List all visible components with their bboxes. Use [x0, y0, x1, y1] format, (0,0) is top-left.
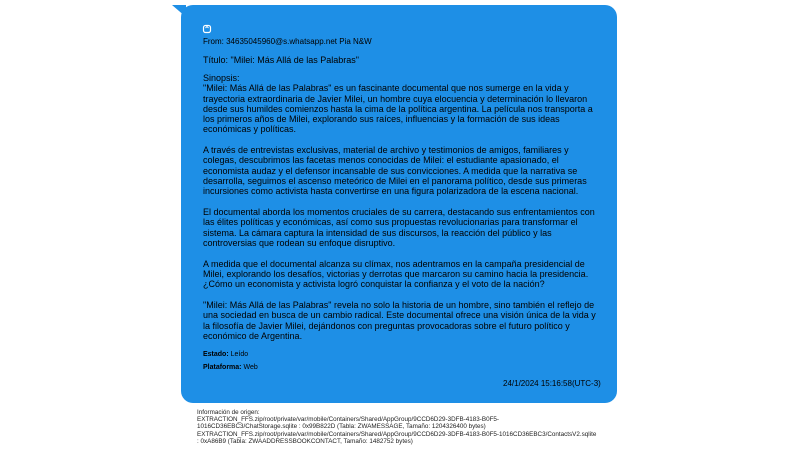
platform-row [203, 364, 258, 371]
source-info [197, 409, 596, 445]
synopsis-paragraph: "Milei: Más Allá de las Palabras" revela no solo la historia de un hombre, sino también el reflejo de una sociedad en busca de un cambio radical. Este documental ofrece una visión única de la vida y la filosofía de Javier Milei, dejándonos con preguntas provocadoras sobre el futuro político y económico de Argentina. [203, 299, 596, 341]
status-value: Leído [230, 351, 249, 358]
message-body [203, 73, 603, 351]
attachment-icon[interactable] [202, 24, 212, 34]
message-title: Título: "Milei: Más Allá de las Palabras" [203, 55, 359, 65]
status-key: Estado: [203, 351, 229, 358]
synopsis-paragraph: A medida que el documental alcanza su clímax, nos adentramos en la campaña presidencial de Milei, explorando los desafíos, victorias y derrotas que marcaron su camino hacia la presidencia. ¿Cómo un economista y activista logró conquistar la confianza y el voto de la nación? [203, 258, 589, 290]
source-line: : 0xA86B9 (Tabla: ZWAADDRESSBOOKCONTACT, Tamaño: 1482752 bytes) [197, 437, 413, 445]
source-header: Información de origen: [197, 409, 260, 416]
platform-value: Web [243, 364, 258, 371]
synopsis-paragraph: El documental aborda los momentos cruciales de su carrera, destacando sus enfrentamientos con las élites políticas y económicas, así como sus propuestas revolucionarias para transformar el sistema. La cámara captura la intensidad de sus discursos, la reacción del público y las controversias que rodean su enfoque disruptivo. [203, 207, 595, 248]
sender-line: From: 34635045960@s.whatsapp.net Pia N&W [203, 37, 372, 46]
message-timestamp: 24/1/2024 15:16:58(UTC-3) [503, 379, 601, 388]
status-row [203, 351, 248, 358]
source-line: EXTRACTION_FFS.zip/root/private/var/mobile/Containers/Shared/AppGroup/9CCD6D29-3DFB-4183-B0F5- [197, 416, 500, 424]
synopsis-paragraph: "Milei: Más Allá de las Palabras" es un fascinante documental que nos sumerge en la vida y trayectoria extraordinaria de Javier Milei, un hombre cuya elocuencia y determinación lo llevaron desde sus humildes comienzos hasta la cima de la política argentina. La película nos transporta a los primeros años de Milei, explorando sus raíces, influencias y la formación de sus ideas económicas y políticas. [203, 83, 593, 135]
source-line: 1016CD36EBC3/ChatStorage.sqlite : 0x99B822D (Tabla: ZWAMESSAGE, Tamaño: 1204326400 bytes) [197, 423, 486, 431]
synopsis-label: Sinopsis: [203, 73, 240, 83]
platform-key: Plataforma: [203, 364, 242, 371]
synopsis-paragraph: A través de entrevistas exclusivas, material de archivo y testimonios de amigos, familiares y colegas, descubrimos las facetas menos conocidas de Milei: el estudiante apasionado, el economista audaz y el defensor incansable de sus convicciones. A medida que la narrativa se desarrolla, seguimos el ascenso meteórico de Milei en el panorama político, desde sus primeras incursiones como activista hasta convertirse en una figura polarizadora de la escena nacional. [203, 145, 587, 197]
source-line: EXTRACTION_FFS.zip/root/private/var/mobile/Containers/Shared/AppGroup/9CCD6D29-3DFB-4183-B0F5-1016CD36EBC3/ContactsV2.sqlite [197, 430, 597, 438]
